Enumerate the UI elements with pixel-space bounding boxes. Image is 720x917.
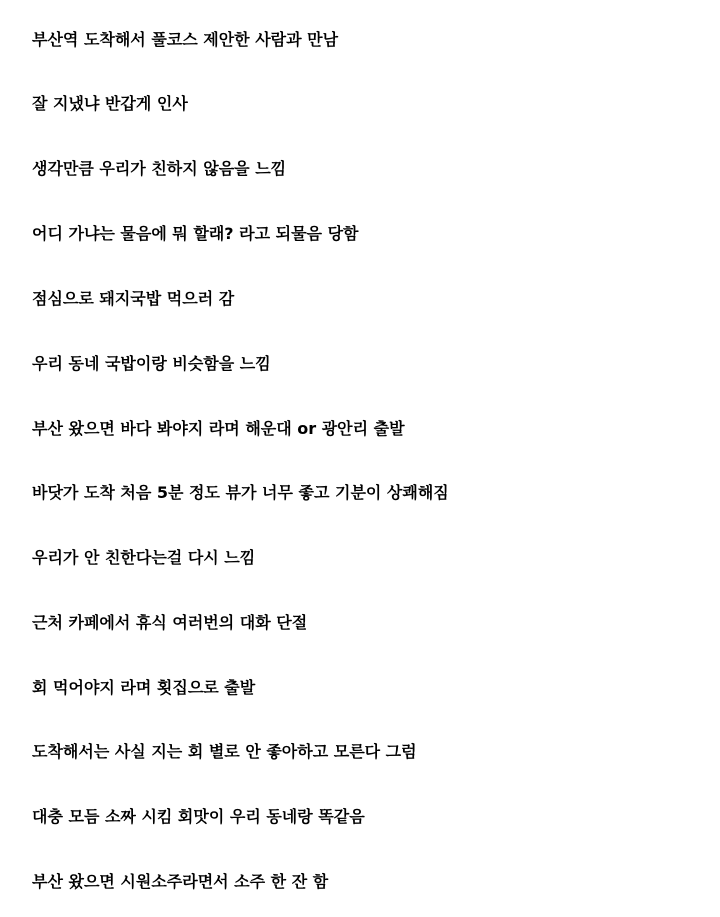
text-line-9: 우리가 안 친한다는걸 다시 느낌 xyxy=(32,548,256,567)
text-line-11: 회 먹어야지 라며 횟집으로 출발 xyxy=(32,678,256,697)
text-line-3: 생각만큼 우리가 친하지 않음을 느낌 xyxy=(32,159,287,178)
text-line-5: 점심으로 돼지국밥 먹으러 감 xyxy=(32,289,235,308)
text-line-4: 어디 가냐는 물음에 뭐 할래? 라고 되물음 당함 xyxy=(32,224,359,243)
text-line-8: 바닷가 도착 처음 5분 정도 뷰가 너무 좋고 기분이 상쾌해짐 xyxy=(32,483,449,502)
text-line-7: 부산 왔으면 바다 봐야지 라며 해운대 or 광안리 출발 xyxy=(32,419,405,438)
text-line-13: 대충 모듬 소짜 시킴 회맛이 우리 동네랑 똑같음 xyxy=(32,807,365,826)
text-line-1: 부산역 도착해서 풀코스 제안한 사람과 만남 xyxy=(32,30,339,49)
text-line-2: 잘 지냈냐 반갑게 인사 xyxy=(32,94,188,113)
text-line-12: 도착해서는 사실 지는 회 별로 안 좋아하고 모른다 그럼 xyxy=(32,742,417,761)
text-line-10: 근처 카페에서 휴식 여러번의 대화 단절 xyxy=(32,613,308,632)
text-line-14: 부산 왔으면 시원소주라면서 소주 한 잔 함 xyxy=(32,872,329,891)
text-line-6: 우리 동네 국밥이랑 비슷함을 느낌 xyxy=(32,354,271,373)
